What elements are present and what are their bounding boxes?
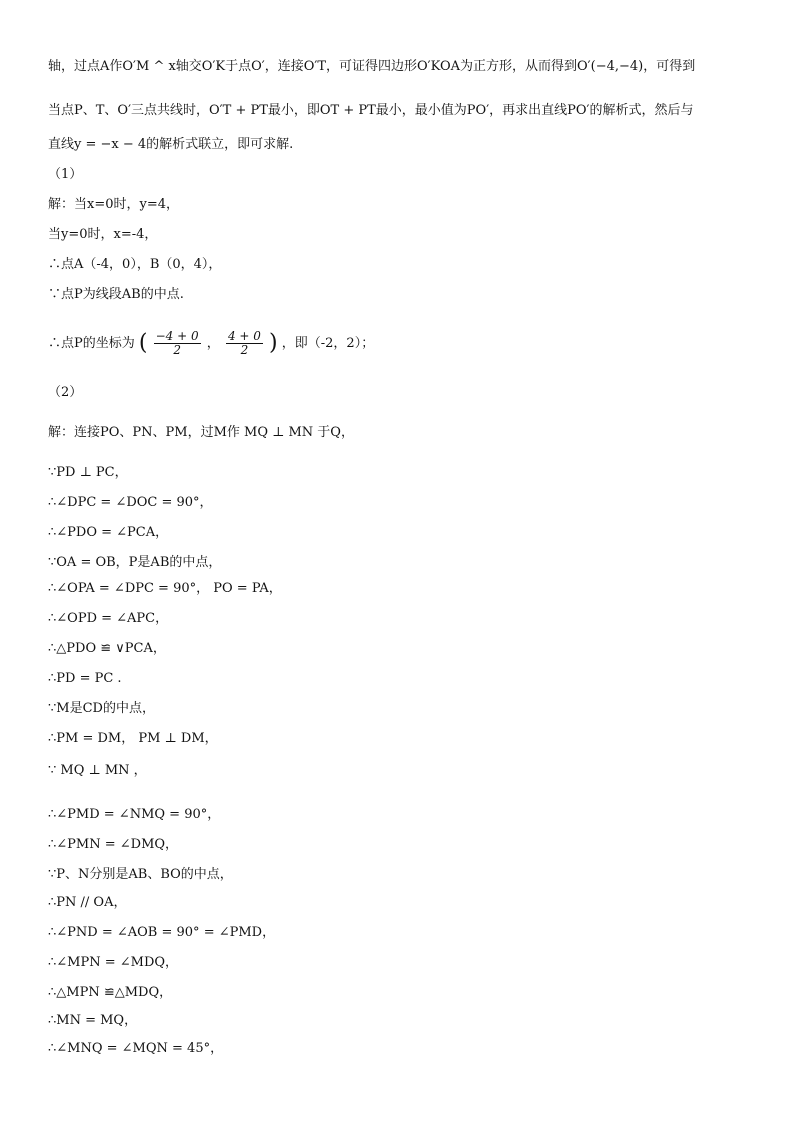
p-coordinate-prefix: ∴点P的坐标为 bbox=[48, 336, 135, 351]
solution-line: ∴∠DPC = ∠DOC = 90°， bbox=[48, 495, 213, 510]
solution-line: 直线y = −x − 4的解析式联立，即可求解. bbox=[48, 137, 294, 152]
solution-line: ∵点P为线段AB的中点. bbox=[48, 287, 184, 302]
solution-line: ∴MN = MQ， bbox=[48, 1013, 138, 1028]
fraction-y-denominator: 2 bbox=[240, 343, 249, 357]
solution-line: ∴∠PDO = ∠PCA， bbox=[48, 525, 169, 540]
fraction-x bbox=[154, 330, 201, 357]
solution-line: ∴∠PMD = ∠NMQ = 90°， bbox=[48, 807, 221, 822]
solution-line: ∴∠PND = ∠AOB = 90° = ∠PMD， bbox=[48, 925, 276, 940]
solution-line: ∴∠MPN = ∠MDQ， bbox=[48, 955, 179, 970]
fraction-y-numerator: 4 + 0 bbox=[227, 329, 261, 343]
solution-line: 解：当x=0时，y=4， bbox=[48, 197, 180, 212]
solution-line: 轴，过点A作O′M ^ x轴交O′K于点O′，连接O′T，可证得四边形O′KOA为正方形，从而得到O′(−4,−4)，可得到 bbox=[48, 59, 696, 74]
solution-line: ∵ MQ ⊥ MN ， bbox=[48, 763, 147, 778]
paren-right: ) bbox=[269, 330, 278, 356]
solution-line: 解：连接PO、PN、PM，过M作 MQ ⊥ MN 于Q， bbox=[48, 425, 354, 440]
solution-line: ∴∠MNQ = ∠MQN = 45°， bbox=[48, 1041, 224, 1056]
solution-line: ∴△PDO ≌ ∨PCA， bbox=[48, 641, 166, 656]
solution-line: ∵PD ⊥ PC， bbox=[48, 465, 128, 480]
solution-line: ∵OA = OB，P是AB的中点， bbox=[48, 555, 222, 570]
solution-line: ∴△MPN ≌△MDQ， bbox=[48, 985, 173, 1000]
solution-line: ∴PN // OA， bbox=[48, 895, 127, 910]
fraction-x-denominator: 2 bbox=[173, 343, 181, 357]
solution-line: 当点P、T、O′三点共线时，O′T + PT最小，即OT + PT最小，最小值为PO′，再求出直线PO′的解析式，然后与 bbox=[48, 103, 694, 118]
solution-line: ∵M是CD的中点， bbox=[48, 701, 155, 716]
fraction-separator: ， bbox=[206, 336, 220, 351]
solution-line: 当y=0时，x=-4， bbox=[48, 227, 158, 242]
solution-line: ∴∠PMN = ∠DMQ， bbox=[48, 837, 179, 852]
fraction-y bbox=[226, 330, 263, 357]
paren-left: ( bbox=[138, 330, 148, 356]
solution-line: ∴PM = DM， PM ⊥ DM， bbox=[48, 731, 218, 746]
solution-line: ∴∠OPA = ∠DPC = 90°， PO = PA， bbox=[48, 581, 282, 596]
fraction-x-numerator: −4 + 0 bbox=[155, 329, 199, 343]
p-coordinate-line bbox=[48, 330, 374, 357]
solution-line: （2） bbox=[48, 385, 83, 400]
solution-line: ∴∠OPD = ∠APC， bbox=[48, 611, 169, 626]
solution-line: ∴点A（-4，0），B（0，4）， bbox=[48, 257, 222, 272]
solution-line: ∴PD = PC . bbox=[48, 671, 122, 686]
solution-line: （1） bbox=[48, 167, 83, 182]
p-coordinate-suffix: ，即（-2，2）； bbox=[281, 336, 375, 351]
solution-line: ∵P、N分别是AB、BO的中点， bbox=[48, 867, 233, 882]
